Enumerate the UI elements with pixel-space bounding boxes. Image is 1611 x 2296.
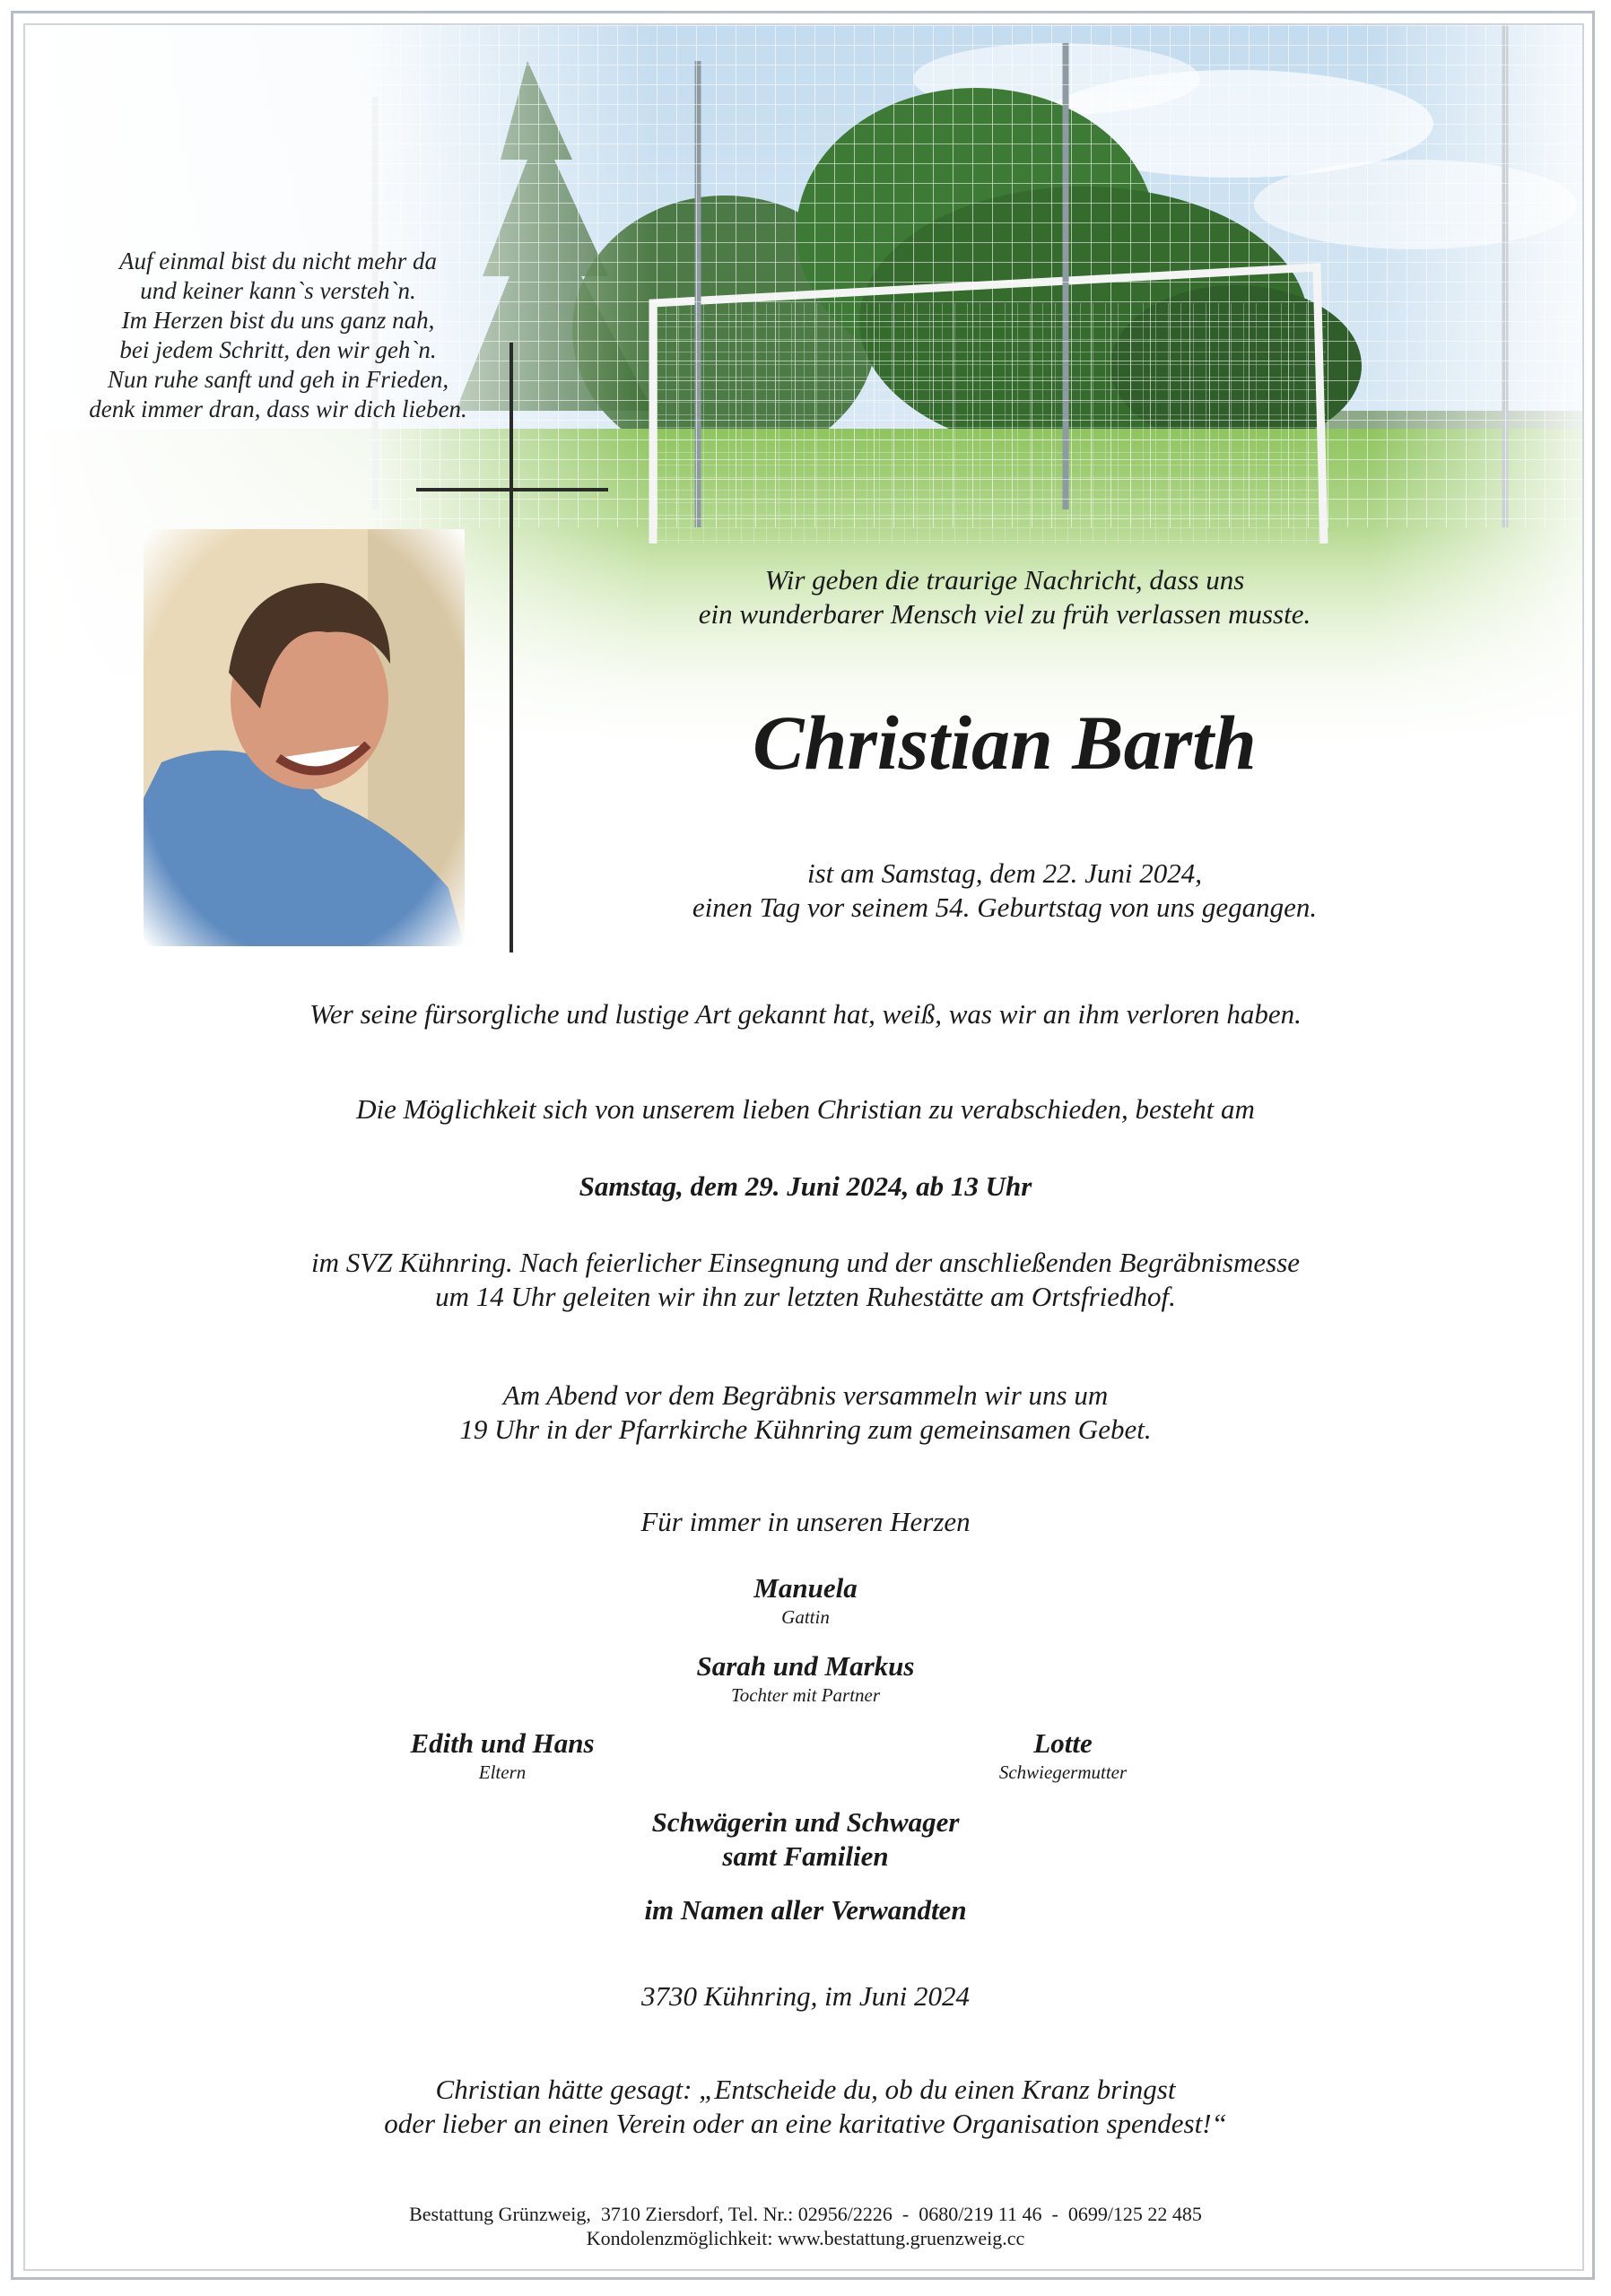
prayer-line: Am Abend vor dem Begräbnis versammeln wir uns um xyxy=(502,1379,1109,1411)
poem-line: Im Herzen bist du uns ganz nah, xyxy=(121,307,435,334)
mourner-role: Schwiegermutter xyxy=(998,1761,1128,1783)
mourner-name: Manuela xyxy=(753,1572,858,1604)
footer xyxy=(0,2202,1611,2250)
ceremony xyxy=(0,1246,1611,1314)
prayer xyxy=(0,1378,1611,1447)
death-notice xyxy=(556,857,1453,925)
farewell-intro: Die Möglichkeit sich von unserem lieben Christian zu verabschieden, besteht am xyxy=(356,1093,1255,1125)
portrait-photo xyxy=(144,529,465,946)
poem-line: Auf einmal bist du nicht mehr da xyxy=(119,248,437,274)
farewell-date: Samstag, dem 29. Juni 2024, ab 13 Uhr xyxy=(579,1170,1032,1202)
announcement xyxy=(556,563,1453,631)
mourner-wife xyxy=(0,1571,1611,1629)
announcement-line: ein wunderbarer Mensch viel zu früh verlassen musste. xyxy=(698,598,1311,630)
mourner-name: Edith und Hans xyxy=(410,1727,595,1759)
mourner-name: Sarah und Markus xyxy=(696,1650,915,1682)
wish-line: Christian hätte gesagt: „Entscheide du, ob du einen Kranz bringst xyxy=(435,2074,1176,2105)
wish-line: oder lieber an einen Verein oder an eine karitative Organisation spendest!“ xyxy=(384,2108,1227,2139)
death-notice-line: ist am Samstag, dem 22. Juni 2024, xyxy=(806,857,1202,889)
ceremony-line: im SVZ Kühnring. Nach feierlicher Einsegnung und der anschließenden Begräbnismesse xyxy=(310,1247,1301,1278)
poem-line: bei jedem Schritt, den wir geh`n. xyxy=(119,336,437,363)
prayer-line: 19 Uhr in der Pfarrkirche Kühnring zum gemeinsamen Gebet. xyxy=(459,1413,1152,1445)
death-notice-line: einen Tag vor seinem 54. Geburtstag von uns gegangen. xyxy=(692,891,1318,923)
mourner-name: Schwägerin und Schwager xyxy=(651,1806,960,1838)
mourner-relatives: im Namen aller Verwandten xyxy=(644,1894,967,1926)
mourner-parents xyxy=(323,1726,682,1784)
poem-line: Nun ruhe sanft und geh in Frieden, xyxy=(107,366,449,393)
mourner-inlaws xyxy=(0,1805,1611,1874)
place-date: 3730 Kühnring, im Juni 2024 xyxy=(641,1980,970,2012)
poem xyxy=(45,247,511,424)
mourner-mother-in-law xyxy=(897,1726,1229,1784)
cross-vertical xyxy=(509,343,513,952)
wish xyxy=(0,2073,1611,2141)
tribute: Wer seine fürsorgliche und lustige Art gekannt hat, weiß, was wir an ihm verloren haben. xyxy=(309,998,1302,1030)
ceremony-line: um 14 Uhr geleiten wir ihn zur letzten Ruhestätte am Ortsfriedhof. xyxy=(435,1281,1176,1312)
announcement-line: Wir geben die traurige Nachricht, dass uns xyxy=(764,564,1245,596)
mourner-name: samt Familien xyxy=(722,1840,889,1872)
cross-horizontal xyxy=(416,488,608,491)
deceased-name: Christian Barth xyxy=(753,700,1257,786)
mourner-name: Lotte xyxy=(1033,1727,1093,1759)
mourner-role: Eltern xyxy=(478,1761,527,1783)
poem-line: und keiner kann`s versteh`n. xyxy=(140,277,416,304)
footer-website[interactable]: Kondolenzmöglichkeit: www.bestattung.gruenzweig.cc xyxy=(586,2227,1025,2249)
mourner-daughter xyxy=(0,1649,1611,1707)
poem-line: denk immer dran, dass wir dich lieben. xyxy=(89,396,467,422)
forever-line: Für immer in unseren Herzen xyxy=(640,1506,971,1537)
mourner-role: Tochter mit Partner xyxy=(730,1684,881,1706)
footer-line: Bestattung Grünzweig, 3710 Ziersdorf, Tel. Nr.: 02956/2226 - 0680/219 11 46 - 0699/125 22 485 xyxy=(409,2203,1202,2225)
mourner-role: Gattin xyxy=(781,1606,830,1628)
